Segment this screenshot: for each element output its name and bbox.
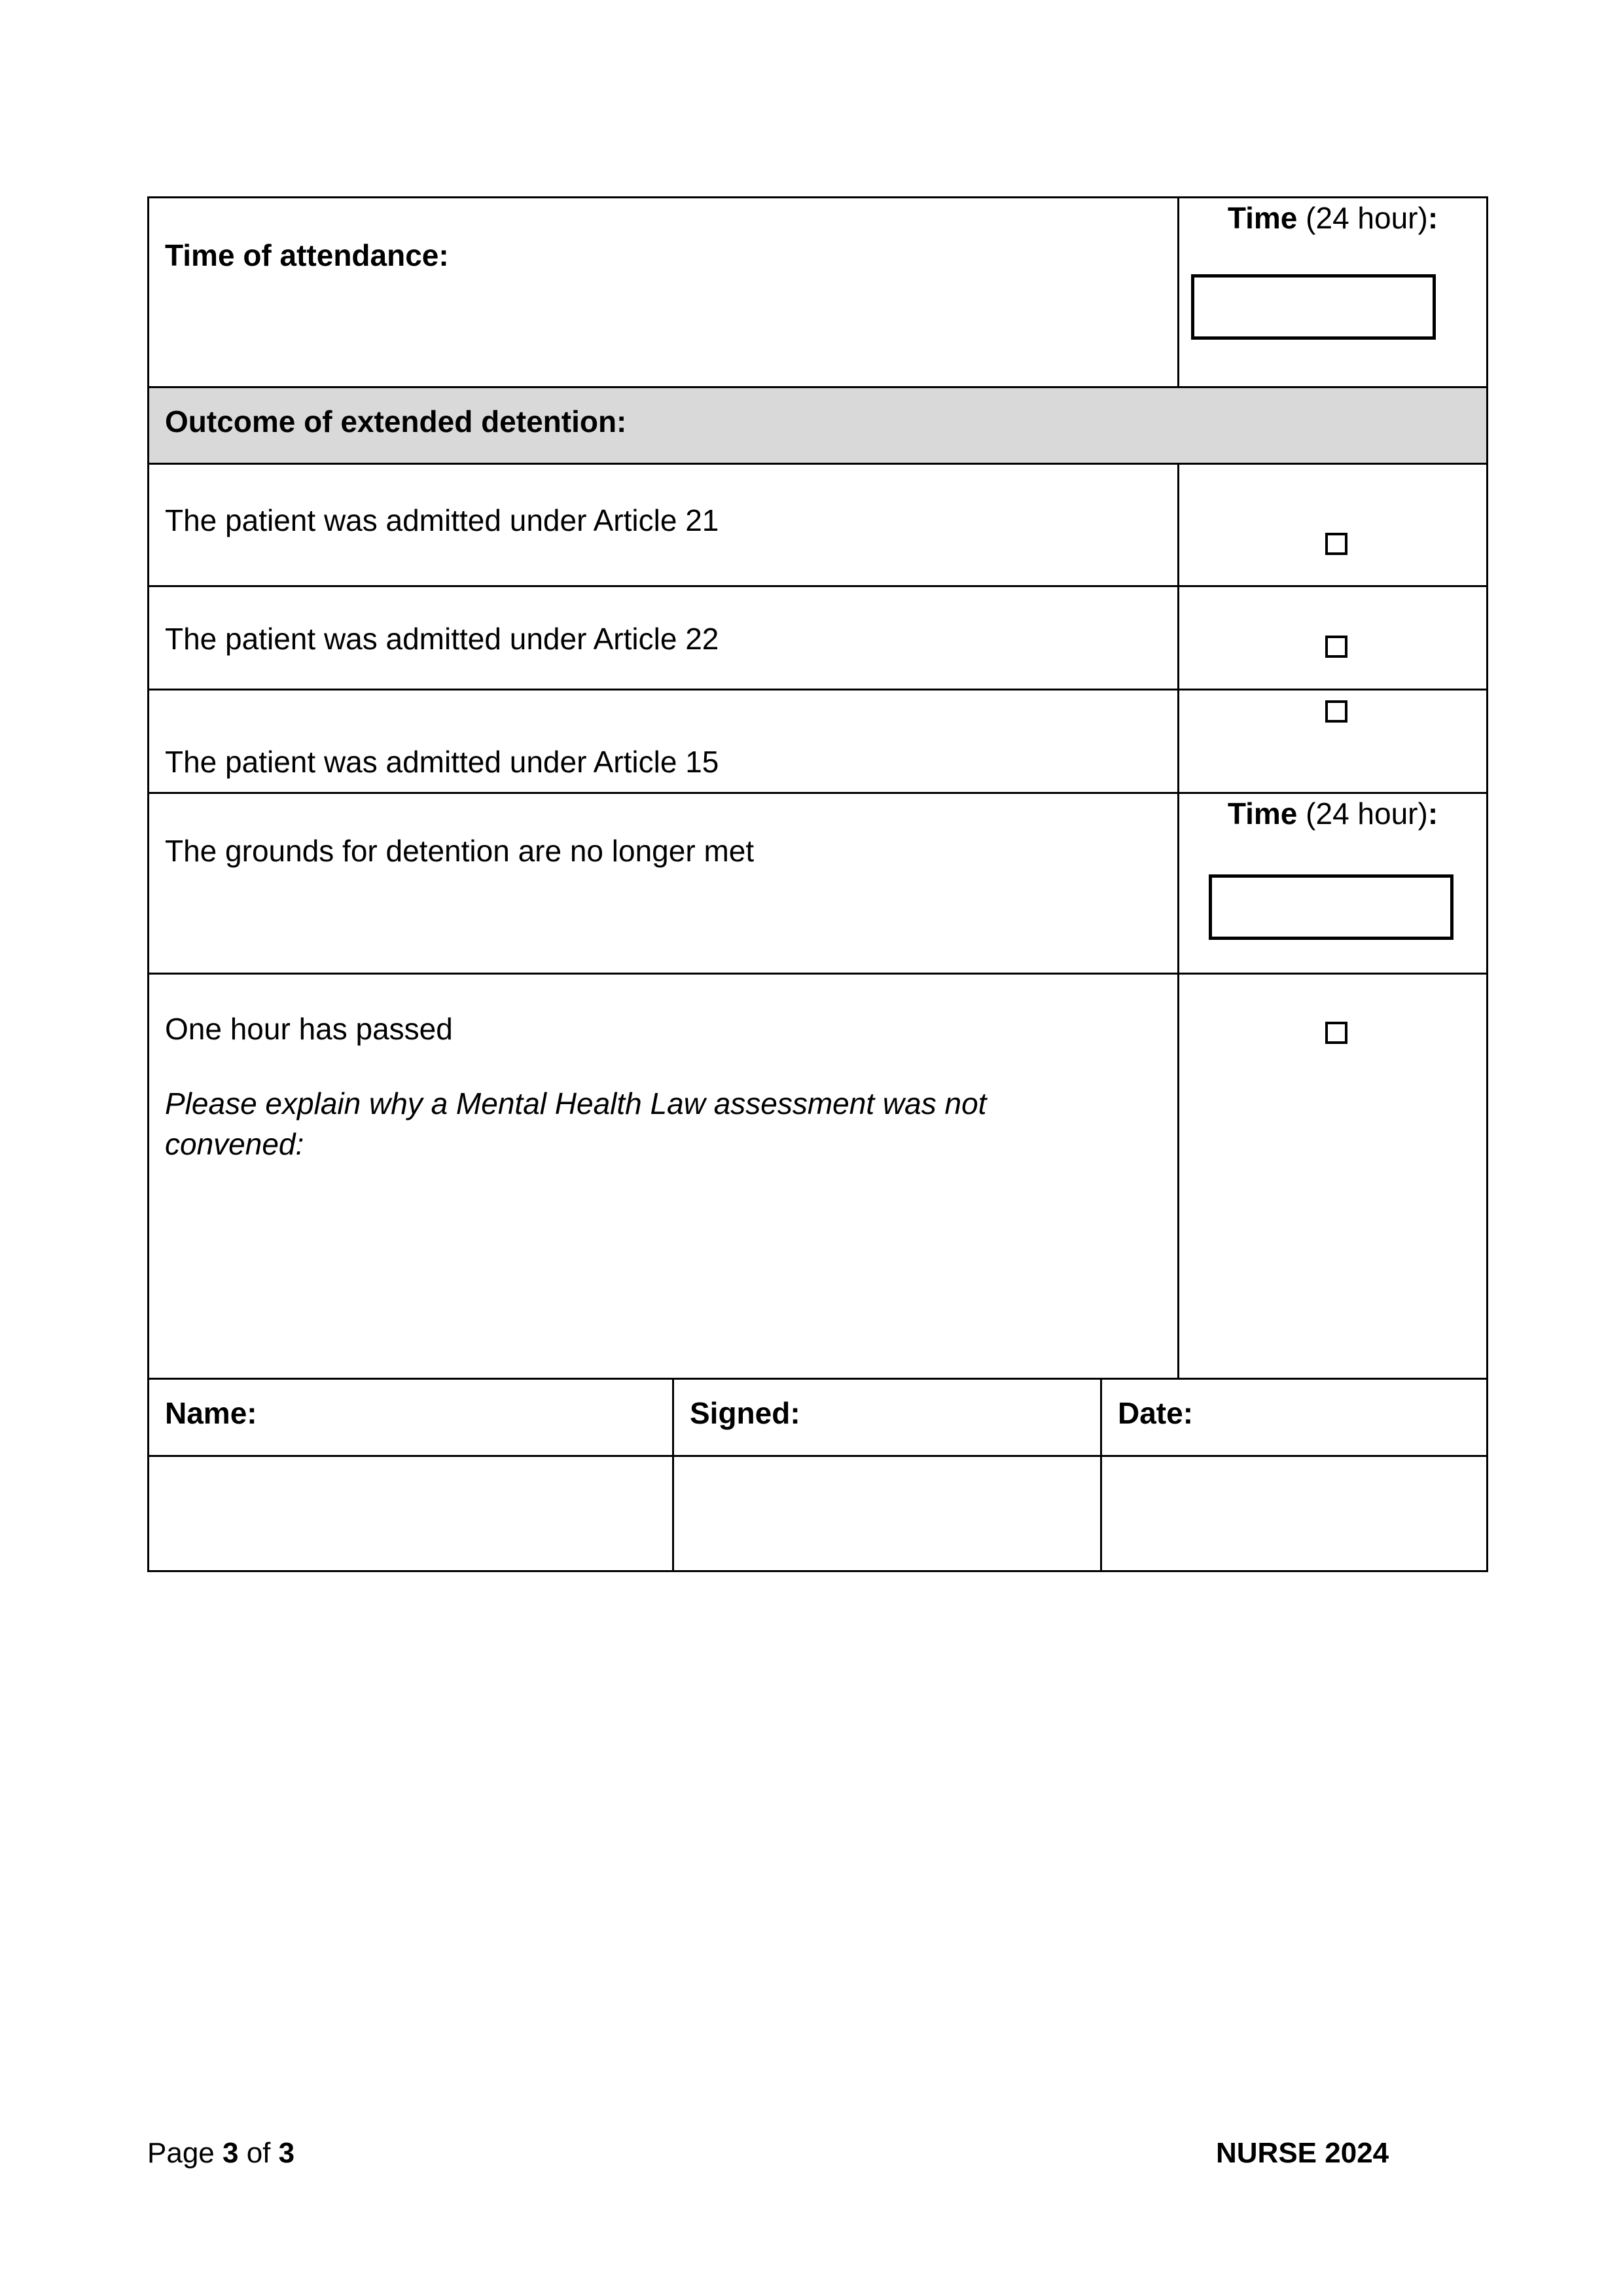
explain-line-1: Please explain why a Mental Health Law assessment was not bbox=[165, 1086, 987, 1121]
outcome-header: Outcome of extended detention: bbox=[165, 404, 627, 439]
grounds-row bbox=[149, 794, 1486, 975]
detention-form-table bbox=[147, 196, 1488, 1572]
attendance-time-label: Time (24 hour): bbox=[1227, 201, 1438, 235]
article15-row bbox=[149, 691, 1486, 794]
attendance-label: Time of attendance: bbox=[165, 238, 449, 272]
date-field[interactable] bbox=[1102, 1457, 1486, 1570]
article22-checkbox[interactable] bbox=[1325, 636, 1347, 658]
signature-label-row bbox=[149, 1380, 1486, 1457]
one-hour-checkbox[interactable] bbox=[1325, 1022, 1347, 1044]
article21-row bbox=[149, 465, 1486, 587]
article22-label: The patient was admitted under Article 22 bbox=[165, 622, 719, 656]
article21-label: The patient was admitted under Article 21 bbox=[165, 503, 719, 537]
outcome-header-row bbox=[149, 388, 1486, 465]
signed-label: Signed: bbox=[690, 1396, 800, 1430]
signed-field[interactable] bbox=[674, 1457, 1102, 1570]
article15-checkbox[interactable] bbox=[1325, 700, 1347, 723]
grounds-label: The grounds for detention are no longer met bbox=[165, 834, 755, 868]
page-number: Page 3 of 3 bbox=[147, 2137, 295, 2169]
name-label: Name: bbox=[165, 1396, 257, 1430]
attendance-label-cell bbox=[149, 198, 1179, 386]
one-hour-row bbox=[149, 975, 1486, 1380]
grounds-time-input[interactable] bbox=[1209, 874, 1454, 940]
name-field[interactable] bbox=[149, 1457, 674, 1570]
article22-row bbox=[149, 587, 1486, 691]
attendance-row bbox=[149, 198, 1486, 388]
one-hour-label: One hour has passed bbox=[165, 1012, 453, 1046]
grounds-time-label: Time (24 hour): bbox=[1227, 797, 1438, 831]
attendance-time-input[interactable] bbox=[1191, 274, 1436, 340]
signature-field-row bbox=[149, 1457, 1486, 1570]
article21-checkbox[interactable] bbox=[1325, 533, 1347, 555]
form-code: NURSE 2024 bbox=[1216, 2137, 1389, 2169]
date-label: Date: bbox=[1118, 1396, 1194, 1430]
attendance-time-cell bbox=[1179, 198, 1486, 386]
explain-line-2: convened: bbox=[165, 1127, 304, 1161]
article15-label: The patient was admitted under Article 15 bbox=[165, 745, 719, 779]
